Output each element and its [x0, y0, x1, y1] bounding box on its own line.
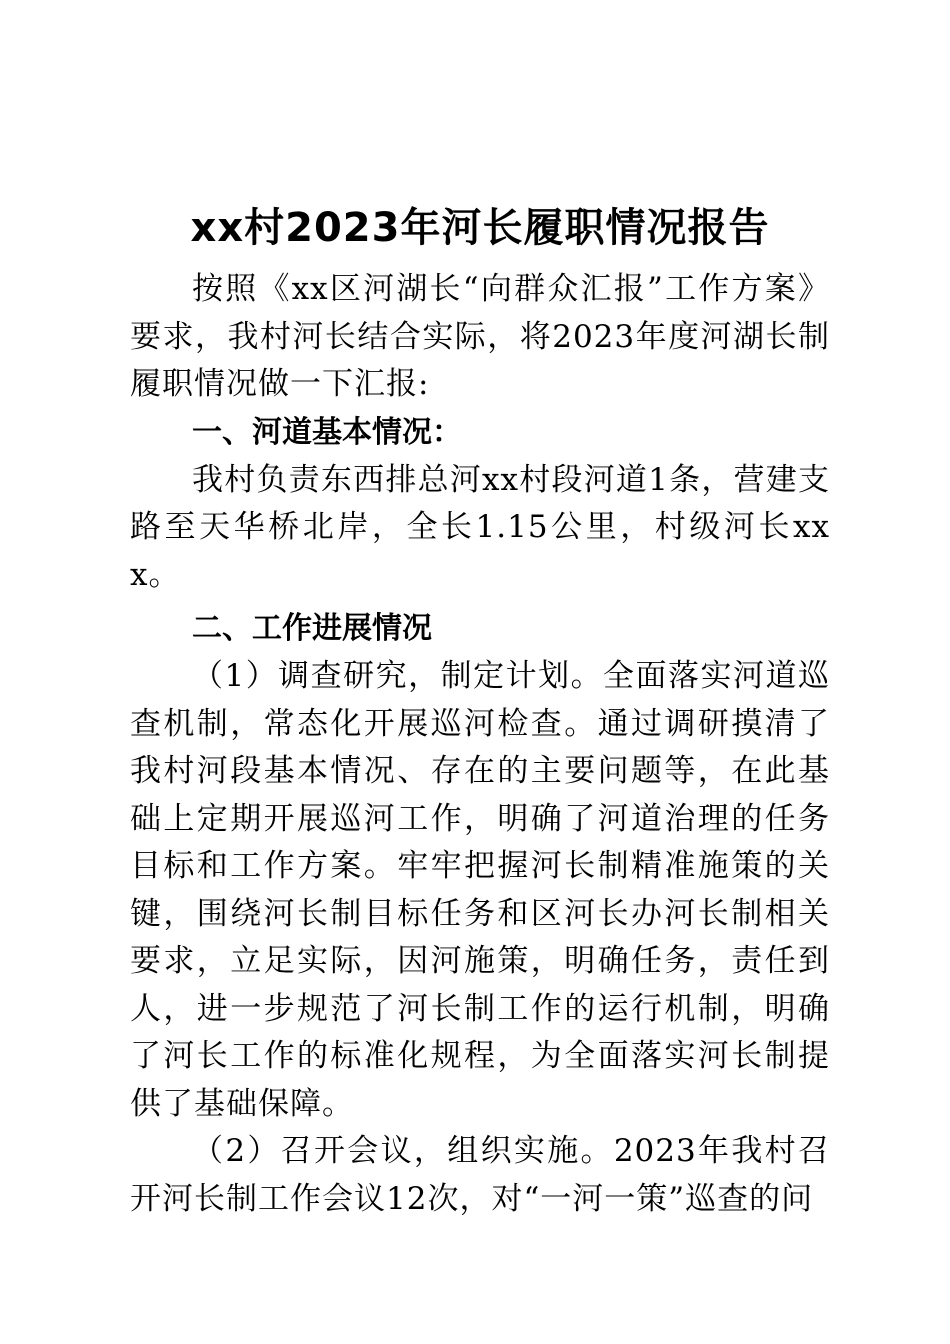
page-title: xx村2023年河长履职情况报告 [190, 205, 770, 251]
section-heading-progress: 二、工作进展情况 [192, 611, 432, 646]
document-body [130, 198, 830, 1223]
intro-paragraph: 按照《xx区河湖长“向群众汇报”工作方案》要求，我村河长结合实际，将2023年度河湖长制履职情况做一下汇报: [130, 271, 830, 402]
progress-item-2: （2）召开会议，组织实施。2023年我村召开河长制工作会议12次，对“一河一策”巡查的问 [130, 1133, 830, 1217]
basic-info-paragraph: 我村负责东西排总河xx村段河道1条，营建支路至天华桥北岸，全长1.15公里，村级河长xxx。 [130, 461, 830, 593]
section-heading-basic-info: 一、河道基本情况： [192, 414, 462, 450]
progress-item-1: （1）调查研究，制定计划。全面落实河道巡查机制，常态化开展巡河检查。通过调研摸清了我村河段基本情况、存在的主要问题等，在此基础上定期开展巡河工作，明确了河道治理的任务目标和工作方案。牢牢把握河长制精准施策的关键，围绕河长制目标任务和区河长办河长制相关要求，立足实际，因河施策，明确任务，责任到人，进一步规范了河长制工作的运行机制，明确了河长工作的标准化规程，为全面落实河长制提供了基础保障。 [130, 658, 830, 1122]
